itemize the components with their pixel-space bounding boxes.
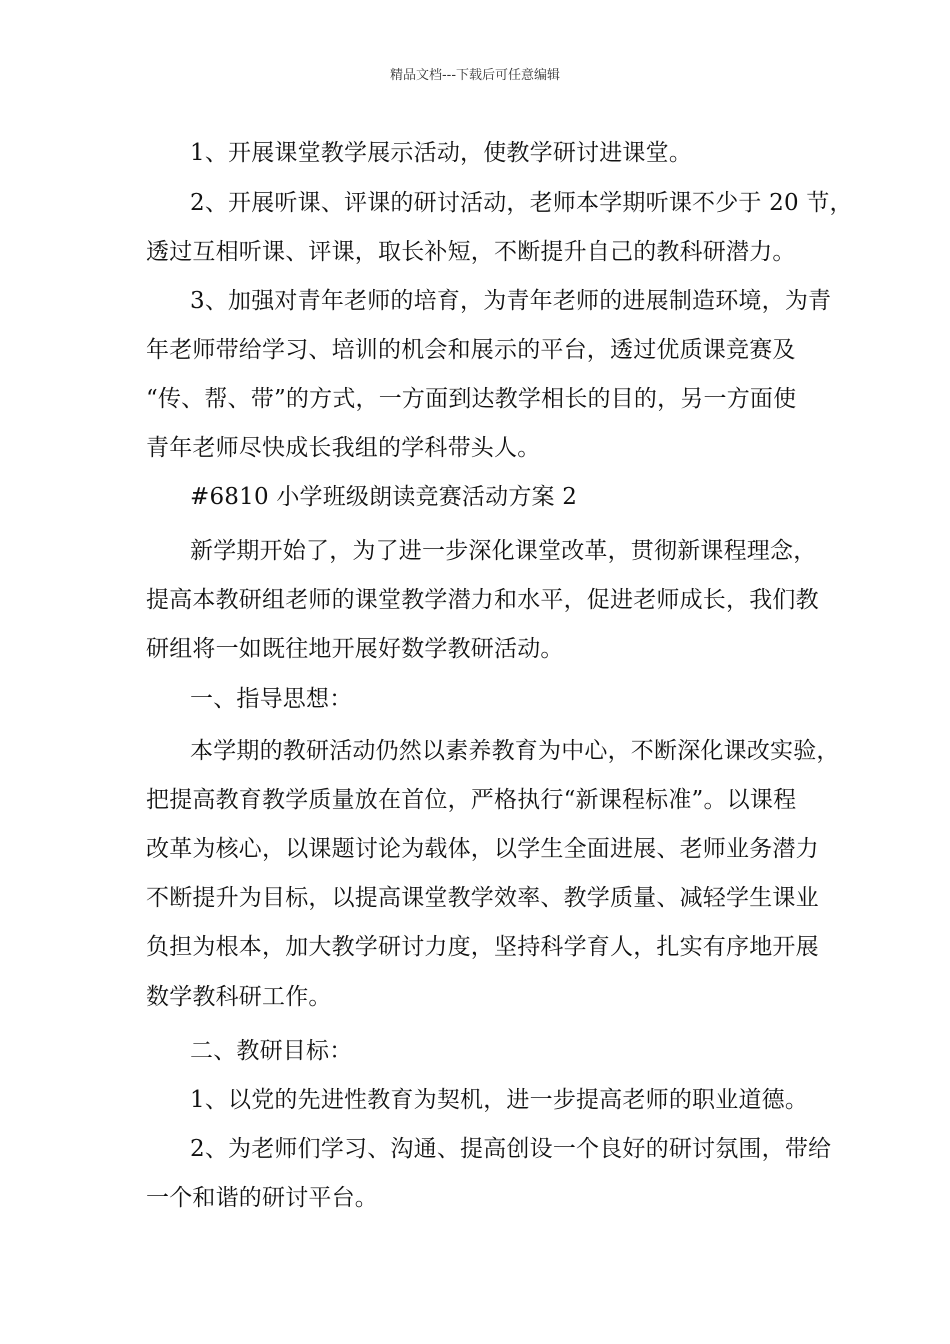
text-line: 2、为老师们学习、沟通、提高创设一个良好的研讨氛围，带给	[190, 1136, 832, 1162]
text-line: 1、开展课堂教学展示活动，使教学研讨进课堂。	[190, 140, 693, 166]
text-line: 不断提升为目标，以提高课堂教学效率、教学质量、减轻学生课业	[146, 885, 819, 911]
text-line: 把提高教育教学质量放在首位，严格执行“新课程标准”。以课程	[146, 787, 797, 813]
text-line: 提高本教研组老师的课堂教学潜力和水平，促进老师成长，我们教	[146, 587, 819, 613]
text-line: 1、以党的先进性教育为契机，进一步提高老师的职业道德。	[190, 1087, 809, 1113]
text-line: 2、开展听课、评课的研讨活动，老师本学期听课不少于 20 节，	[190, 190, 853, 216]
text-line: “传、帮、带”的方式，一方面到达教学相长的目的，另一方面使	[146, 386, 797, 412]
text-line: 负担为根本，加大教学研讨力度，坚持科学育人，扎实有序地开展	[146, 934, 819, 960]
text-line: 研组将一如既往地开展好数学教研活动。	[146, 636, 564, 662]
text-line: 新学期开始了，为了进一步深化课堂改革，贯彻新课程理念，	[190, 538, 817, 564]
page-header: 精品文档---下载后可任意编辑	[389, 68, 561, 83]
text-line: 透过互相听课、评课，取长补短，不断提升自己的教科研潜力。	[146, 239, 796, 265]
text-line: 青年老师尽快成长我组的学科带头人。	[146, 435, 541, 461]
text-line: 改革为核心，以课题讨论为载体，以学生全面进展、老师业务潜力	[146, 836, 819, 862]
text-line: 本学期的教研活动仍然以素养教育为中心，不断深化课改实验，	[190, 738, 840, 764]
heading-guiding-thought: 一、指导思想：	[190, 686, 353, 712]
text-line: 一个和谐的研讨平台。	[146, 1185, 378, 1211]
text-line: 3、加强对青年老师的培育，为青年老师的进展制造环境，为青	[190, 288, 832, 314]
heading-research-goals: 二、教研目标：	[190, 1038, 353, 1064]
section-title: #6810 小学班级朗读竞赛活动方案 2	[190, 484, 578, 510]
text-line: 数学教科研工作。	[146, 984, 332, 1010]
text-line: 年老师带给学习、培训的机会和展示的平台，透过优质课竞赛及	[146, 337, 796, 363]
